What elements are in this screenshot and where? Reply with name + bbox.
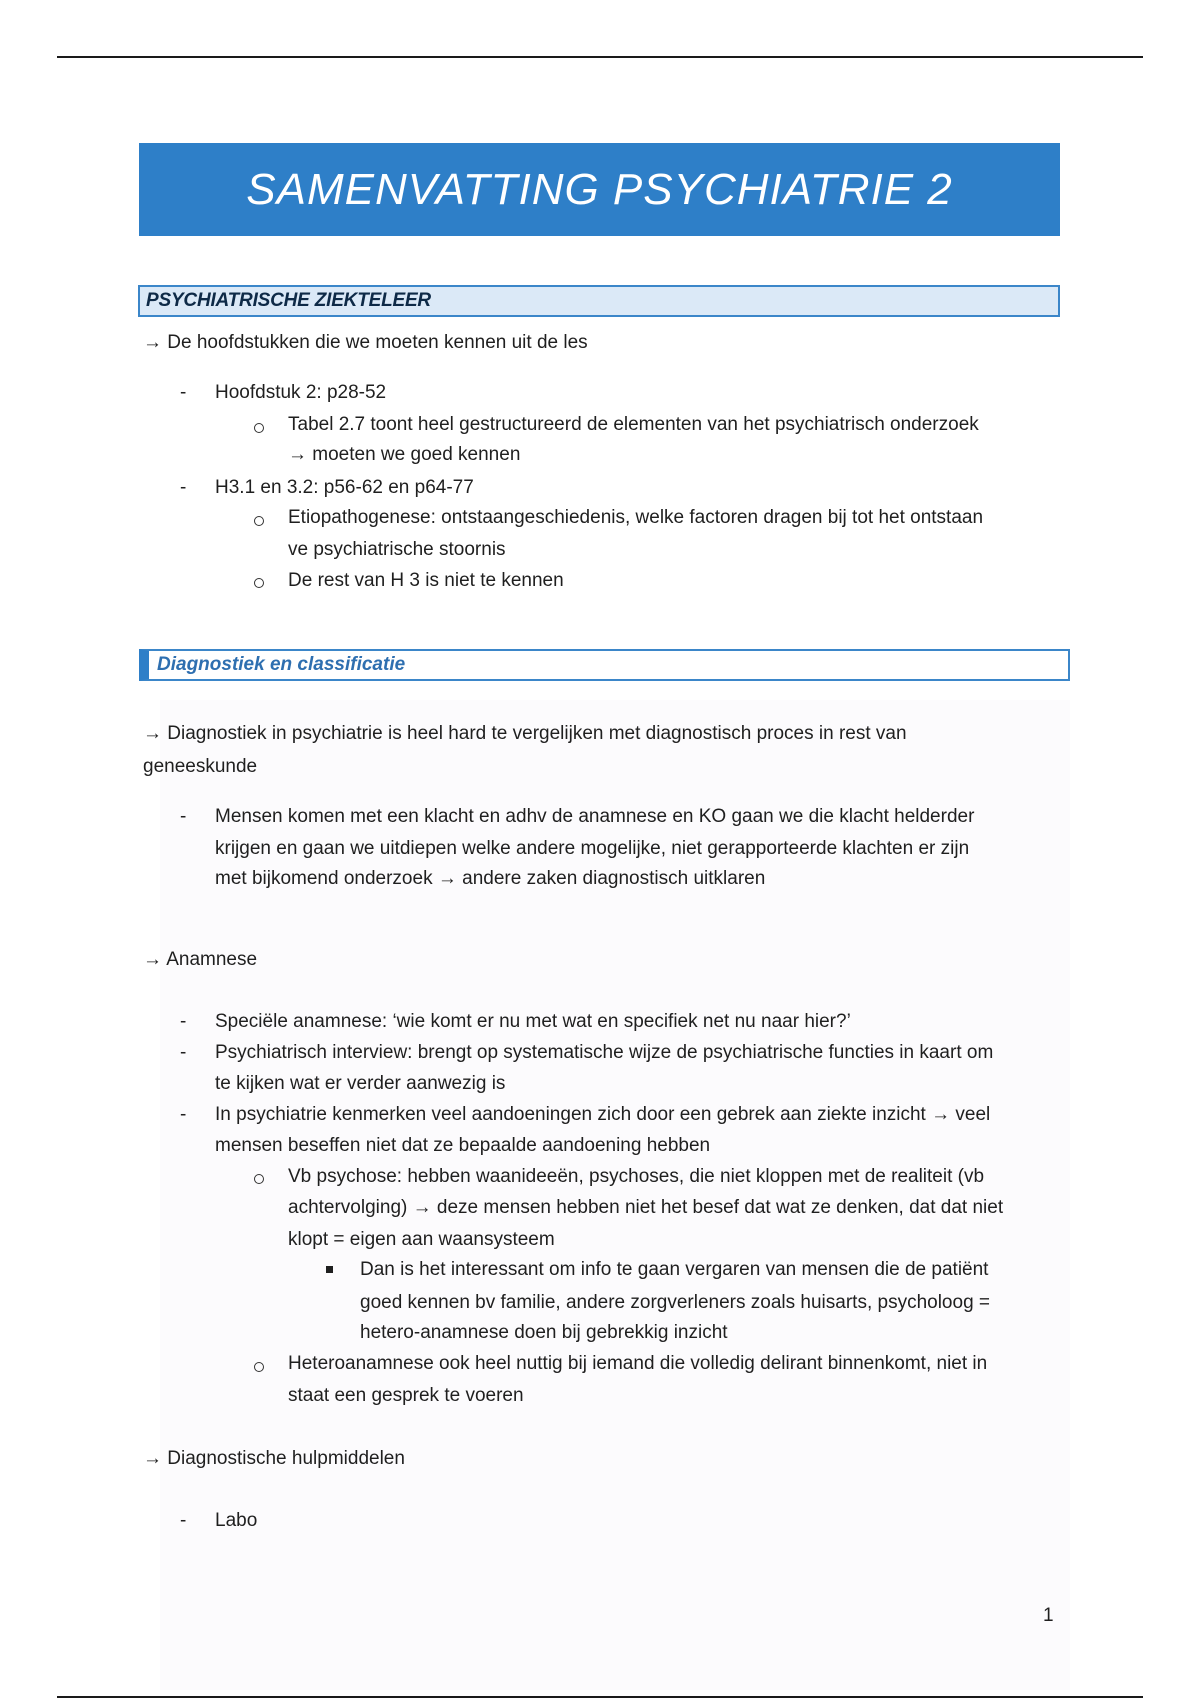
list-item: H3.1 en 3.2: p56-62 en p64-77 bbox=[215, 477, 474, 498]
list-item: → moeten we goed kennen bbox=[288, 444, 521, 465]
subheading-hulpmiddelen: → Diagnostische hulpmiddelen bbox=[143, 1448, 405, 1469]
list-item: Hoofdstuk 2: p28-52 bbox=[215, 382, 387, 403]
list-item: te kijken wat er verder aanwezig is bbox=[215, 1073, 506, 1094]
list-item: mensen beseffen niet dat ze bepaalde aandoening hebben bbox=[215, 1135, 711, 1156]
paragraph-line: geneeskunde bbox=[143, 756, 258, 777]
list-item: De rest van H 3 is niet te kennen bbox=[288, 570, 564, 591]
arrow-icon: → bbox=[437, 868, 457, 889]
arrow-icon: → bbox=[143, 332, 162, 353]
square-bullet-icon bbox=[326, 1266, 333, 1273]
list-item: hetero-anamnese doen bij gebrekkig inzicht bbox=[360, 1322, 728, 1343]
dash-bullet: - bbox=[180, 382, 187, 403]
section-heading-ziekteleer bbox=[138, 285, 1060, 317]
arrow-icon: → bbox=[412, 1197, 432, 1218]
list-item: Mensen komen met een klacht en adhv de anamnese en KO gaan we die klacht helderder bbox=[215, 806, 975, 827]
list-item: Labo bbox=[215, 1510, 258, 1531]
list-item: achtervolging) → deze mensen hebben niet het besef dat wat ze denken, dat dat niet bbox=[288, 1197, 1004, 1218]
list-item: ve psychiatrische stoornis bbox=[288, 539, 506, 560]
dash-bullet: - bbox=[180, 1510, 187, 1531]
arrow-icon: → bbox=[143, 949, 162, 970]
list-item: Vb psychose: hebben waanideeën, psychoses, die niet kloppen met de realiteit (vb bbox=[288, 1166, 985, 1187]
circle-bullet-icon bbox=[254, 578, 264, 588]
circle-bullet-icon bbox=[254, 1174, 264, 1184]
list-item: goed kennen bv familie, andere zorgverleners zoals huisarts, psycholoog = bbox=[360, 1292, 991, 1313]
dash-bullet: - bbox=[180, 806, 187, 827]
list-item: In psychiatrie kenmerken veel aandoeningen zich door een gebrek aan ziekte inzicht → veel bbox=[215, 1104, 991, 1125]
list-item: Etiopathogenese: ontstaangeschiedenis, welke factoren dragen bij tot het ontstaan bbox=[288, 507, 984, 528]
list-item: klopt = eigen aan waansysteem bbox=[288, 1229, 555, 1250]
intro-line: → De hoofdstukken die we moeten kennen uit de les bbox=[143, 332, 588, 353]
list-item: Speciële anamnese: ‘wie komt er nu met wat en specifiek net nu naar hier?’ bbox=[215, 1011, 851, 1032]
top-rule bbox=[57, 56, 1143, 58]
bottom-rule bbox=[57, 1696, 1143, 1698]
arrow-icon: → bbox=[931, 1104, 951, 1125]
paragraph-line: → Diagnostiek in psychiatrie is heel hard te vergelijken met diagnostisch proces in rest van bbox=[143, 723, 907, 744]
list-item: met bijkomend onderzoek → andere zaken diagnostisch uitklaren bbox=[215, 868, 766, 889]
section-heading-text: PSYCHIATRISCHE ZIEKTELEER bbox=[146, 290, 431, 311]
dash-bullet: - bbox=[180, 1011, 187, 1032]
arrow-icon: → bbox=[143, 723, 162, 744]
circle-bullet-icon bbox=[254, 1362, 264, 1372]
title-banner bbox=[139, 143, 1060, 236]
circle-bullet-icon bbox=[254, 516, 264, 526]
section-heading-text: Diagnostiek en classificatie bbox=[157, 654, 406, 675]
list-item: Psychiatrisch interview: brengt op systematische wijze de psychiatrische functies in kaart om bbox=[215, 1042, 994, 1063]
list-item: staat een gesprek te voeren bbox=[288, 1385, 524, 1406]
circle-bullet-icon bbox=[254, 423, 264, 433]
section-heading-diagnostiek bbox=[139, 649, 1070, 681]
arrow-icon: → bbox=[143, 1448, 162, 1469]
list-item: krijgen en gaan we uitdiepen welke andere mogelijke, niet gerapporteerde klachten er zijn bbox=[215, 838, 970, 859]
page-number: 1 bbox=[1043, 1605, 1054, 1626]
subheading-anamnese: → Anamnese bbox=[143, 949, 258, 970]
arrow-icon: → bbox=[288, 444, 307, 465]
dash-bullet: - bbox=[180, 1042, 187, 1063]
dash-bullet: - bbox=[180, 477, 187, 498]
list-item: Tabel 2.7 toont heel gestructureerd de elementen van het psychiatrisch onderzoek bbox=[288, 414, 979, 435]
list-item: Heteroanamnese ook heel nuttig bij iemand die volledig delirant binnenkomt, niet in bbox=[288, 1353, 988, 1374]
page-title: SAMENVATTING PSYCHIATRIE 2 bbox=[246, 164, 953, 214]
dash-bullet: - bbox=[180, 1104, 187, 1125]
list-item: Dan is het interessant om info te gaan vergaren van mensen die de patiënt bbox=[360, 1259, 989, 1280]
